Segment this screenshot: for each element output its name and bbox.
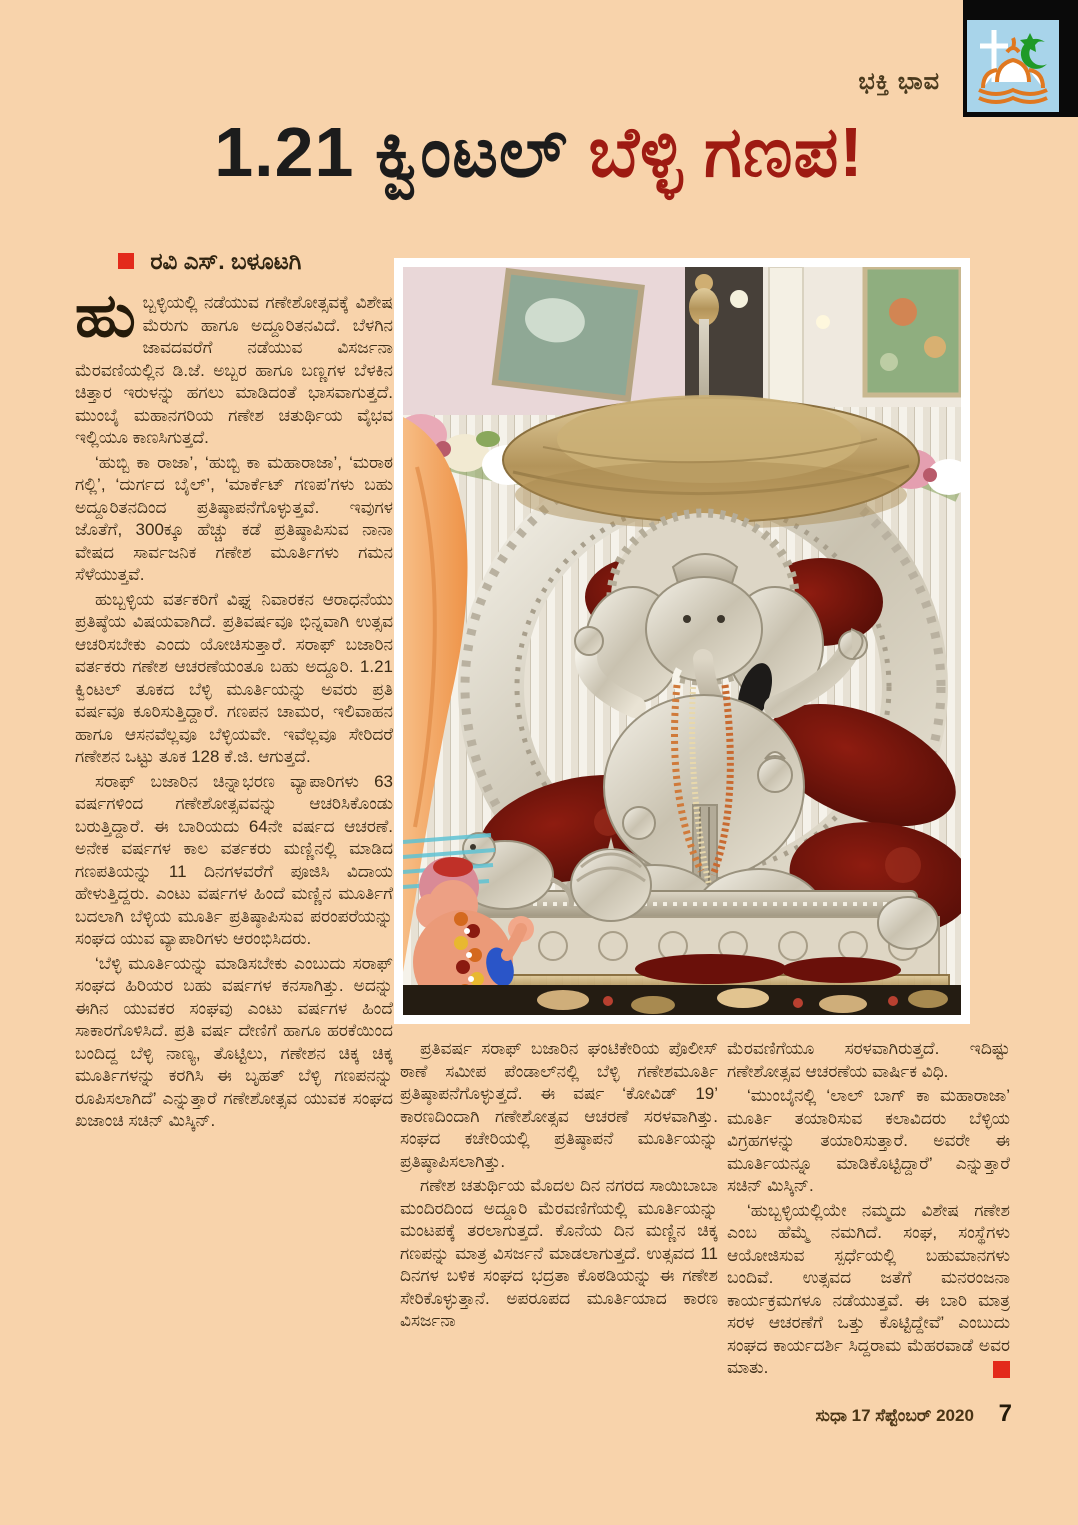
paragraph: ಪ್ರತಿವರ್ಷ ಸರಾಫ್ ಬಜಾರಿನ ಘಂಟಿಕೇರಿಯ ಪೊಲೀಸ್ ಠಾಣೆ ಸಮೀಪ ಪೆಂಡಾಲ್‌ನಲ್ಲಿ ಬೆಳ್ಳಿ ಗಣೇಶಮೂರ್ತಿ ಪ್ರತಿಷ್ಠಾಪನೆಗೊಳ್ಳುತ್ತದೆ. ಈ ವರ್ಷ ‘ಕೋವಿಡ್ 19’ ಕಾರಣದಿಂದಾಗಿ ಗಣೇಶೋತ್ಸವ ಆಚರಣೆ ಸರಳವಾಗಿತ್ತು. ಸಂಘದ ಕಚೇರಿಯಲ್ಲಿ ಪ್ರತಿಷ್ಠಾಪನೆ ಮೂರ್ತಿಯನ್ನು ಪ್ರತಿಷ್ಠಾಪಿಸಲಾಗಿತ್ತು. <box>400 1039 718 1171</box>
middle-column <box>400 1038 718 1335</box>
headline-silver-ganapa: ಬೆಳ್ಳಿ ಗಣಪ! <box>588 113 864 191</box>
byline-square-icon <box>118 253 134 269</box>
paragraph: ಹುಬ್ಬಳ್ಳಿಯ ವರ್ತಕರಿಗೆ ವಿಘ್ನ ನಿವಾರಕನ ಆರಾಧನೆಯು ಪ್ರತಿಷ್ಠೆಯ ವಿಷಯವಾಗಿದೆ. ಪ್ರತಿವರ್ಷವೂ ಭಿನ್ನವಾಗಿ ಉತ್ಸವ ಆಚರಿಸಬೇಕು ಎಂದು ಯೋಚಿಸುತ್ತಾರೆ. ಸರಾಫ್ ಬಜಾರಿನ ವರ್ತಕರು ಗಣೇಶ ಆಚರಣೆಯಂತೂ ಬಹು ಅದ್ದೂರಿ. 1.21 ಕ್ವಿಂಟಲ್ ತೂಕದ ಬೆಳ್ಳಿ ಮೂರ್ತಿಯನ್ನು ಅವರು ಪ್ರತಿ ವರ್ಷವೂ ಕೂರಿಸುತ್ತಿದ್ದಾರೆ. ಗಣಪನ ಚಾಮರ, ಇಲಿವಾಹನ ಹಾಗೂ ಆಸನವೆಲ್ಲವೂ ಬೆಳ್ಳಿಯವೇ. ಇವೆಲ್ಲವೂ ಸೇರಿದರೆ ಗಣೇಶನ ಒಟ್ಟು ತೂಕ 128 ಕೆ.ಜಿ. ಆಗುತ್ತದೆ. <box>75 589 393 766</box>
article-headline <box>0 113 1078 191</box>
paragraph: ‘ಹುಬ್ಬಿ ಕಾ ರಾಜಾ’, ‘ಹುಬ್ಬಿ ಕಾ ಮಹಾರಾಜಾ’, ‘ಮರಾಠ ಗಲ್ಲಿ’, ‘ದುರ್ಗದ ಬೈಲ್’, ‘ಮಾರ್ಕೆಟ್ ಗಣಪ’ಗಳು ಬಹು ಅದ್ದೂರಿತನದಿಂದ ಪ್ರತಿಷ್ಠಾಪನೆಗೊಳ್ಳುತ್ತವೆ. ಇವುಗಳ ಜೊತೆಗೆ, 300ಕ್ಕೂ ಹೆಚ್ಚು ಕಡೆ ಪ್ರತಿಷ್ಠಾಪಿಸುವ ನಾನಾ ವೇಷದ ಸಾರ್ವಜನಿಕ ಗಣೇಶ ಮೂರ್ತಿಗಳು ಗಮನ ಸೆಳೆಯುತ್ತವೆ. <box>75 452 393 584</box>
paragraph: ಸರಾಫ್ ಬಜಾರಿನ ಚಿನ್ನಾಭರಣ ವ್ಯಾಪಾರಿಗಳು 63 ವರ್ಷಗಳಿಂದ ಗಣೇಶೋತ್ಸವವನ್ನು ಆಚರಿಸಿಕೊಂಡು ಬರುತ್ತಿದ್ದಾರೆ. ಈ ಬಾರಿಯದು 64ನೇ ವರ್ಷದ ಆಚರಣೆ. ಅನೇಕ ವರ್ಷಗಳ ಕಾಲ ವರ್ತಕರು ಮಣ್ಣಿನಲ್ಲಿ ಮಾಡಿದ ಗಣಪತಿಯನ್ನು 11 ದಿನಗಳವರೆಗೆ ಪೂಜಿಸಿ ವಿದಾಯ ಹೇಳುತ್ತಿದ್ದರು. ಎಂಟು ವರ್ಷಗಳ ಹಿಂದೆ ಮಣ್ಣಿನ ಮೂರ್ತಿಗೆ ಬದಲಾಗಿ ಬೆಳ್ಳಿಯ ಮೂರ್ತಿ ಪ್ರತಿಷ್ಠಾಪಿಸುವ ಪರಂಪರೆಯನ್ನು ಸಂಘದ ಯುವ ವ್ಯಾಪಾರಿಗಳು ಆರಂಭಿಸಿದರು. <box>75 771 393 948</box>
foot-cushion <box>781 957 901 983</box>
stage-top <box>403 267 961 415</box>
byline-author: ರವಿ ಎಸ್. ಬಳೂಟಗಿ <box>150 248 302 274</box>
silver-figurine <box>878 897 938 949</box>
framed-painting-right <box>865 267 961 395</box>
paragraph: ಹುಬ್ಬಳ್ಳಿಯಲ್ಲಿ ನಡೆಯುವ ಗಣೇಶೋತ್ಸವಕ್ಕೆ ವಿಶೇಷ ಮೆರುಗು ಹಾಗೂ ಅದ್ದೂರಿತನವಿದೆ. ಬೆಳಗಿನ ಜಾವದವರೆಗೆ ನಡೆಯುವ ವಿಸರ್ಜನಾ ಮೆರವಣಿಯಲ್ಲಿನ ಡಿ.ಜೆ. ಅಬ್ಬರ ಹಾಗೂ ಬಣ್ಣಗಳ ಬೆಳಕಿನ ಚಿತ್ತಾರ ಇರುಳನ್ನು ಹಗಲು ಮಾಡಿದಂತೆ ಭಾಸವಾಗುತ್ತದೆ. ಮುಂಬೈ ಮಹಾನಗರಿಯ ಗಣೇಶ ಚತುರ್ಥಿಯ ವೈಭವ ಇಲ್ಲಿಯೂ ಕಾಣಸಿಗುತ್ತದೆ. <box>75 282 393 447</box>
end-of-article-square-icon <box>993 1361 1010 1378</box>
footer-page-number: 7 <box>998 1400 1012 1427</box>
right-column <box>727 1038 1010 1382</box>
framed-painting-left <box>495 271 642 398</box>
section-label: ಭಕ್ತಿ ಭಾವ <box>858 68 940 95</box>
ceiling-light <box>730 290 748 308</box>
left-column <box>75 282 393 1135</box>
paragraph: ‘ಮುಂಬೈನಲ್ಲಿ ‘ಲಾಲ್ ಬಾಗ್ ಕಾ ಮಹಾರಾಜಾ’ ಮೂರ್ತಿ ತಯಾರಿಸುವ ಕಲಾವಿದರು ಬೆಳ್ಳಿಯ ವಿಗ್ರಹಗಳನ್ನು ತಯಾರಿಸುತ್ತಾರೆ. ಅವರೇ ಈ ಮೂರ್ತಿಯನ್ನೂ ಮಾಡಿಕೊಟ್ಟಿದ್ದಾರೆ’ ಎನ್ನುತ್ತಾರೆ ಸಚಿನ್ ಮಿಸ್ಕಿನ್. <box>727 1086 1010 1195</box>
paragraph: ‘ಹುಬ್ಬಳ್ಳಿಯಲ್ಲಿಯೇ ನಮ್ಮದು ವಿಶೇಷ ಗಣೇಶ ಎಂಬ ಹೆಮ್ಮೆ ನಮಗಿದೆ. ಸಂಘ, ಸಂಸ್ಥೆಗಳು ಆಯೋಜಿಸುವ ಸ್ಪರ್ಧೆಯಲ್ಲಿ ಬಹುಮಾನಗಳು ಬಂದಿವೆ. ಉತ್ಸವದ ಜತೆಗೆ ಮನರಂಜನಾ ಕಾರ್ಯಕ್ರಮಗಳೂ ನಡೆಯುತ್ತವೆ. ಈ ಬಾರಿ ಮಾತ್ರ ಸರಳ ಆಚರಣೆಗೆ ಒತ್ತು ಕೊಟ್ಟಿದ್ದೇವೆ’ ಎಂಬುದು ಸಂಘದ ಕಾರ್ಯದರ್ಶಿ ಸಿದ್ದರಾಮ ಮೆಹರವಾಡೆ ಅವರ ಮಾತು. <box>727 1200 1010 1377</box>
lower-right-hand <box>758 758 792 792</box>
faith-harmony-icon <box>967 20 1059 112</box>
headline-weight: 1.21 ಕ್ವಿಂಟಲ್ <box>214 113 568 191</box>
byline <box>118 248 301 275</box>
white-pillar <box>769 267 803 407</box>
footer-issue: ಸುಧಾ 17 ಸೆಪ್ಟೆಂಬರ್ 2020 <box>815 1406 974 1425</box>
lower-left-hand <box>623 807 655 839</box>
bhakti-bhava-logo <box>967 20 1059 112</box>
corner-photo-block <box>963 0 1078 117</box>
paragraph: ಮೆರವಣಿಗೆಯೂ ಸರಳವಾಗಿರುತ್ತದೆ. ಇದಿಷ್ಟು ಗಣೇಶೋತ್ಸವ ಆಚರಣೆಯ ವಾರ್ಷಿಕ ವಿಧಿ. <box>727 1039 1010 1081</box>
foot-cushion <box>635 954 787 984</box>
silver-ganesha-photo <box>403 267 961 1015</box>
dropcap: ಹು <box>75 282 136 349</box>
floral-carpet <box>403 985 961 1015</box>
paragraph: ಗಣೇಶ ಚತುರ್ಥಿಯ ಮೊದಲ ದಿನ ನಗರದ ಸಾಯಿಬಾಬಾ ಮಂದಿರದಿಂದ ಅದ್ದೂರಿ ಮೆರವಣಿಗೆಯಲ್ಲಿ ಮೂರ್ತಿಯನ್ನು ಮಂಟಪಕ್ಕೆ ತರಲಾಗುತ್ತದೆ. ಕೊನೆಯ ದಿನ ಮಣ್ಣಿನ ಚಿಕ್ಕ ಗಣಪನ್ನು ಮಾತ್ರ ವಿಸರ್ಜನೆ ಮಾಡಲಾಗುತ್ತದೆ. ಉತ್ಸವದ 11 ದಿನಗಳ ಬಳಿಕ ಸಂಘದ ಭದ್ರತಾ ಕೊಠಡಿಯನ್ನು ಈ ಗಣೇಶ ಸೇರಿಕೊಳ್ಳುತ್ತಾನೆ. ಅಪರೂಪದ ಮೂರ್ತಿಯಾದ ಕಾರಣ ವಿಸರ್ಜನಾ <box>400 1176 718 1330</box>
article-photo <box>394 258 970 1024</box>
page-footer <box>816 1400 1012 1428</box>
paragraph: ‘ಬೆಳ್ಳಿ ಮೂರ್ತಿಯನ್ನು ಮಾಡಿಸಬೇಕು ಎಂಬುದು ಸರಾಫ್ ಸಂಘದ ಹಿರಿಯರ ಬಹು ವರ್ಷಗಳ ಕನಸಾಗಿತ್ತು. ಅದನ್ನು ಈಗಿನ ಯುವಕರ ಸಂಘವು ಎಂಟು ವರ್ಷಗಳ ಹಿಂದೆ ಸಾಕಾರಗೊಳಿಸಿದೆ. ಪ್ರತಿ ವರ್ಷ ದೇಣಿಗೆ ಹಾಗೂ ಹರಕೆಯಿಂದ ಬಂದಿದ್ದ ಬೆಳ್ಳಿ ನಾಣ್ಯ, ತೊಟ್ಟಿಲು, ಗಣೇಶನ ಚಿಕ್ಕ ಚಿಕ್ಕ ಮೂರ್ತಿಗಳನ್ನು ಕರಗಿಸಿ ಈ ಬೃಹತ್ ಬೆಳ್ಳಿ ಗಣಪನನ್ನು ರೂಪಿಸಲಾಗಿದೆ’ ಎನ್ನುತ್ತಾರೆ ಗಣೇಶೋತ್ಸವ ಯುವಕ ಸಂಘದ ಖಜಾಂಚಿ ಸಚಿನ್ ಮಿಸ್ಕಿನ್. <box>75 953 393 1130</box>
